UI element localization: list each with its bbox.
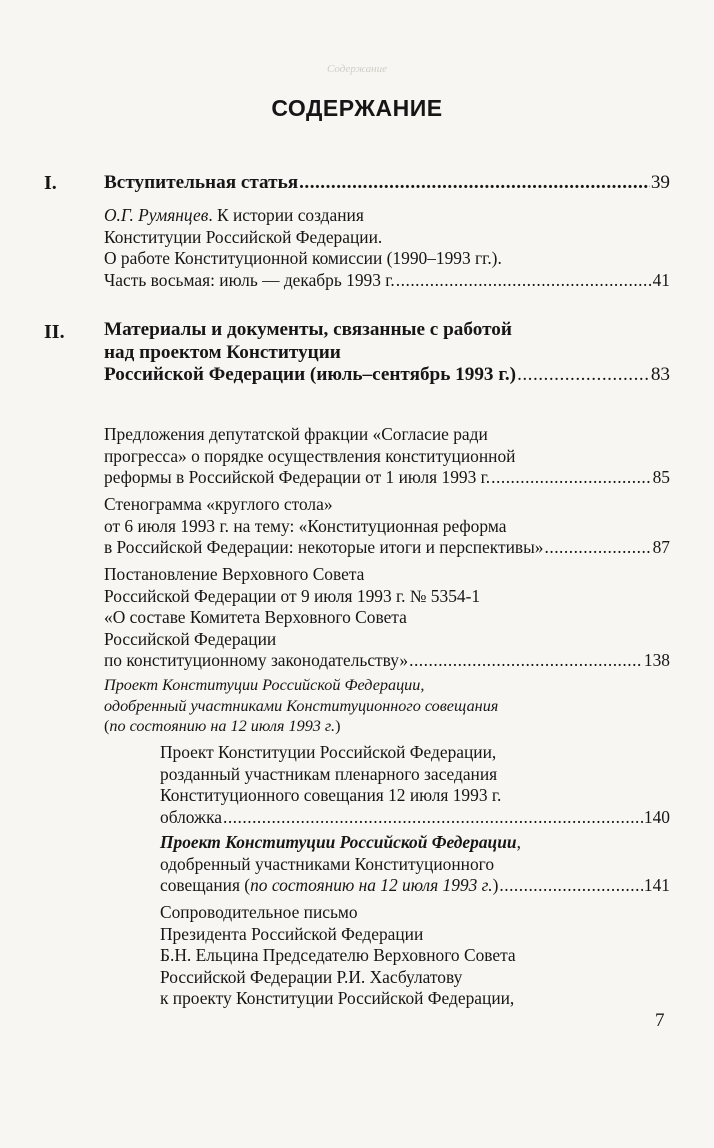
leader-dots (396, 270, 652, 292)
toc-subentry-pismo (160, 902, 670, 1010)
leader-dots (299, 172, 650, 195)
section-1-title-row (104, 172, 670, 195)
section-number-2: II. (44, 321, 65, 343)
entry-line: Конституции Российской Федерации. (104, 226, 383, 247)
entry-last-line (104, 650, 670, 672)
entry-page: 138 (643, 650, 670, 670)
page-title: СОДЕРЖАНИЕ (271, 95, 443, 121)
entry-line: Российской Федерации (104, 628, 277, 649)
page-number: 7 (655, 1010, 665, 1031)
section-2-title (104, 319, 670, 387)
entry-last-line (104, 537, 670, 559)
toc-entry-stenogramma (104, 494, 670, 559)
leader-dots (517, 364, 650, 387)
entry-line: одобренный участниками Конституционного (160, 853, 495, 874)
entry-last-line (160, 875, 670, 897)
section-number-1: I. (44, 172, 57, 194)
entry-page: 141 (643, 875, 670, 895)
entry-line: . К истории создания (208, 205, 364, 225)
group-paren: ( (104, 717, 110, 735)
entry-line: Проект Конституции Российской Федерации, (160, 742, 497, 762)
entry-line: от 6 июля 1993 г. на тему: «Конституционная реформа (104, 515, 507, 536)
leader-dots (491, 467, 651, 489)
entry-page: 140 (643, 806, 670, 827)
group-line: Проект Конституции Российской Федерации, (104, 676, 425, 694)
entry-line: по конституционному законодательству» (104, 650, 409, 670)
entry-line-bold-italic: Проект Конституции Российской Федерации (160, 832, 517, 852)
leader-dots (499, 875, 643, 897)
group-paren: ) (335, 717, 341, 735)
leader-dots (409, 650, 643, 672)
entry-line: Российской Федерации Р.И. Хасбулатову (160, 966, 463, 987)
section-1 (104, 172, 670, 195)
toc-entry-rumyantsev (104, 205, 670, 291)
toc-entry-soglasie (104, 424, 670, 489)
entry-last-line (104, 270, 670, 292)
entry-line: Президента Российской Федерации (160, 923, 424, 944)
entry-line: , (516, 832, 521, 852)
entry-line: Часть восьмая: июль — декабрь 1993 г. (104, 269, 395, 290)
entry-last-line (160, 807, 670, 829)
entry-line: розданный участникам пленарного заседания (160, 763, 498, 784)
toc-subentry-odobrennyi (160, 832, 670, 897)
entry-line: реформы в Российской Федерации от 1 июля 1993 г. (104, 467, 491, 487)
entry-line: Б.Н. Ельцина Председателю Верховного Совета (160, 945, 516, 965)
section-2-title-line: Материалы и документы, связанные с работой (104, 319, 512, 340)
section-1-page: 39 (650, 172, 670, 193)
entry-page: 87 (652, 537, 670, 557)
section-2-title-line: над проектом Конституции (104, 341, 341, 363)
entry-page: 85 (652, 467, 670, 487)
section-1-title: Вступительная статья (104, 172, 299, 193)
entry-line: обложка (160, 806, 222, 827)
entry-last-line (104, 467, 670, 489)
entry-line: прогресса» о порядке осуществления конституционной (104, 445, 516, 466)
toc-entry-postanovlenie (104, 564, 670, 672)
entry-date: по состоянию на 12 июля 1993 г. (250, 875, 493, 895)
group-date: по состоянию на 12 июля 1993 г. (109, 717, 336, 735)
entry-line: «О составе Комитета Верховного Совета (104, 607, 407, 627)
entry-line: Стенограмма «круглого стола» (104, 494, 333, 514)
entry-line: О работе Конституционной комиссии (1990–1993 гг.). (104, 248, 502, 268)
leader-dots (545, 537, 652, 559)
entry-line: Конституционного совещания 12 июля 1993 г. (160, 785, 502, 805)
section-2-title-line: Российской Федерации (июль–сентябрь 1993 г.) (104, 364, 517, 385)
entry-line: к проекту Конституции Российской Федерации, (160, 988, 515, 1008)
group-line: одобренный участниками Конституционного совещания (104, 696, 499, 715)
section-2-page: 83 (650, 364, 670, 385)
entry-line: ) (492, 875, 499, 895)
italic-group-heading (104, 675, 670, 737)
entry-line: Сопроводительное письмо (160, 902, 358, 922)
entry-line: Предложения депутатской фракции «Согласие ради (104, 424, 488, 444)
section-2-title-last (104, 364, 670, 387)
entry-line: Постановление Верховного Совета (104, 564, 365, 584)
leader-dots (223, 807, 643, 829)
entry-line: в Российской Федерации: некоторые итоги и перспективы» (104, 537, 544, 557)
running-header: Содержание (326, 63, 387, 75)
toc-subentry-rozdannyi (160, 742, 670, 828)
entry-line: Российской Федерации от 9 июля 1993 г. № 5354-1 (104, 585, 481, 606)
entry-line: совещания ( (160, 875, 251, 895)
entry-author: О.Г. Румянцев (104, 205, 209, 225)
entry-page: 41 (652, 269, 670, 290)
